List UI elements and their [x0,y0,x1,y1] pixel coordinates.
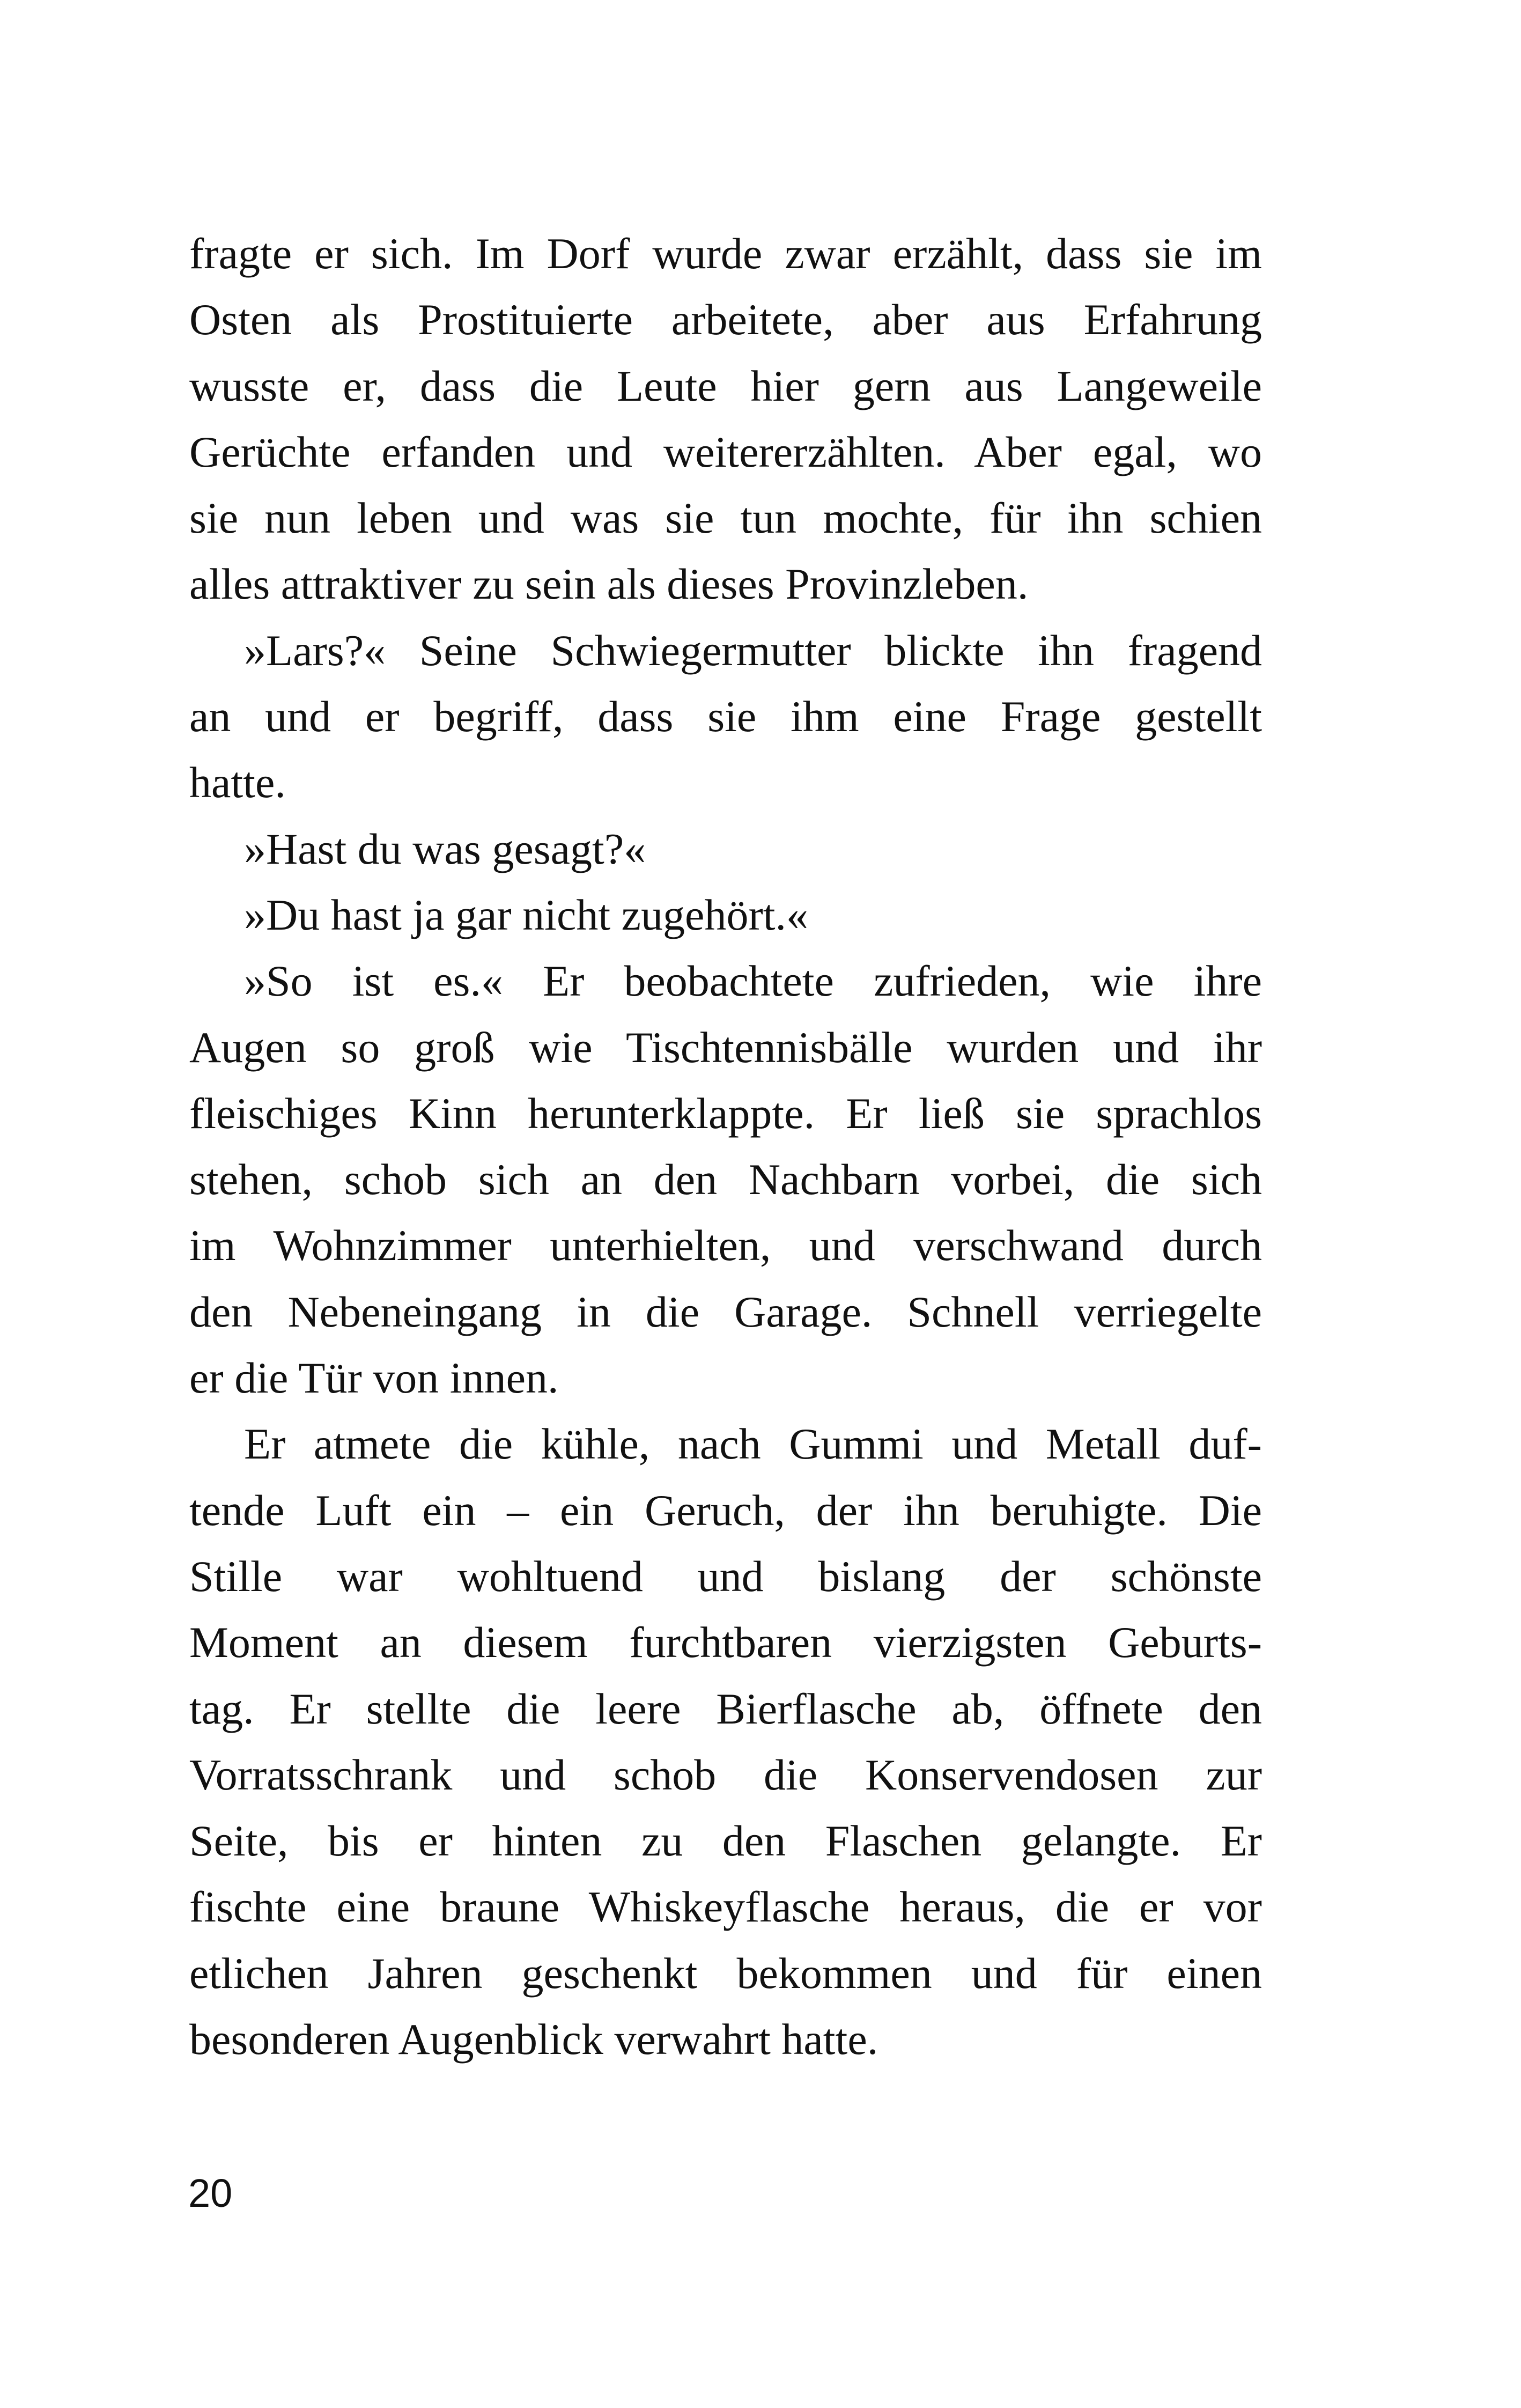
text-line: sie nun leben und was sie tun mochte, für ihn schien [189,494,1262,543]
text-line: Osten als Prostituierte arbeitete, aber aus Erfahrung [189,295,1262,344]
text-line: Moment an diesem furchtbaren vierzigsten Geburts- [189,1618,1262,1667]
text-line: Er atmete die kühle, nach Gummi und Metall duf- [244,1419,1262,1469]
text-line: fleischiges Kinn herunterklappte. Er ließ sie sprachlos [189,1088,1262,1138]
text-line: etlichen Jahren geschenkt bekommen und für einen [189,1948,1262,1998]
text-line: Seite, bis er hinten zu den Flaschen gelangte. Er [189,1816,1262,1866]
text-line: an und er begriff, dass sie ihm eine Frage gestellt [189,692,1262,741]
text-line: wusste er, dass die Leute hier gern aus Langeweile [189,361,1262,410]
text-line: besonderen Augenblick verwahrt hatte. [189,2015,878,2064]
text-line: stehen, schob sich an den Nachbarn vorbei, die sich [189,1155,1262,1204]
text-line: Vorratsschrank und schob die Konservendosen zur [189,1750,1262,1799]
text-line: »Hast du was gesagt?« [244,824,646,873]
text-line: tende Luft ein – ein Geruch, der ihn beruhigte. Die [189,1485,1262,1535]
text-line: Stille war wohltuend und bislang der schönste [189,1551,1262,1601]
text-line: Augen so groß wie Tischtennisbälle wurden und ihr [189,1022,1262,1072]
text-line: fischte eine braune Whiskeyflasche heraus, die er vor [189,1882,1262,1932]
text-line: den Nebeneingang in die Garage. Schnell verriegelte [189,1287,1262,1336]
page-number: 20 [188,2171,233,2215]
text-line: er die Tür von innen. [189,1353,559,1403]
text-line: fragte er sich. Im Dorf wurde zwar erzählt, dass sie im [189,229,1262,278]
text-line: hatte. [189,758,286,807]
text-line: »Du hast ja gar nicht zugehört.« [244,890,809,939]
text-line: Gerüchte erfanden und weitererzählten. Aber egal, wo [189,427,1262,476]
text-line: im Wohnzimmer unterhielten, und verschwand durch [189,1221,1262,1270]
text-line: »Lars?« Seine Schwiegermutter blickte ihn fragend [244,625,1262,675]
body-text [189,220,1262,2072]
text-line: alles attraktiver zu sein als dieses Provinzleben. [189,559,1029,609]
text-line: »So ist es.« Er beobachtete zufrieden, wie ihre [244,956,1262,1006]
text-line: tag. Er stellte die leere Bierflasche ab, öffnete den [189,1684,1262,1733]
